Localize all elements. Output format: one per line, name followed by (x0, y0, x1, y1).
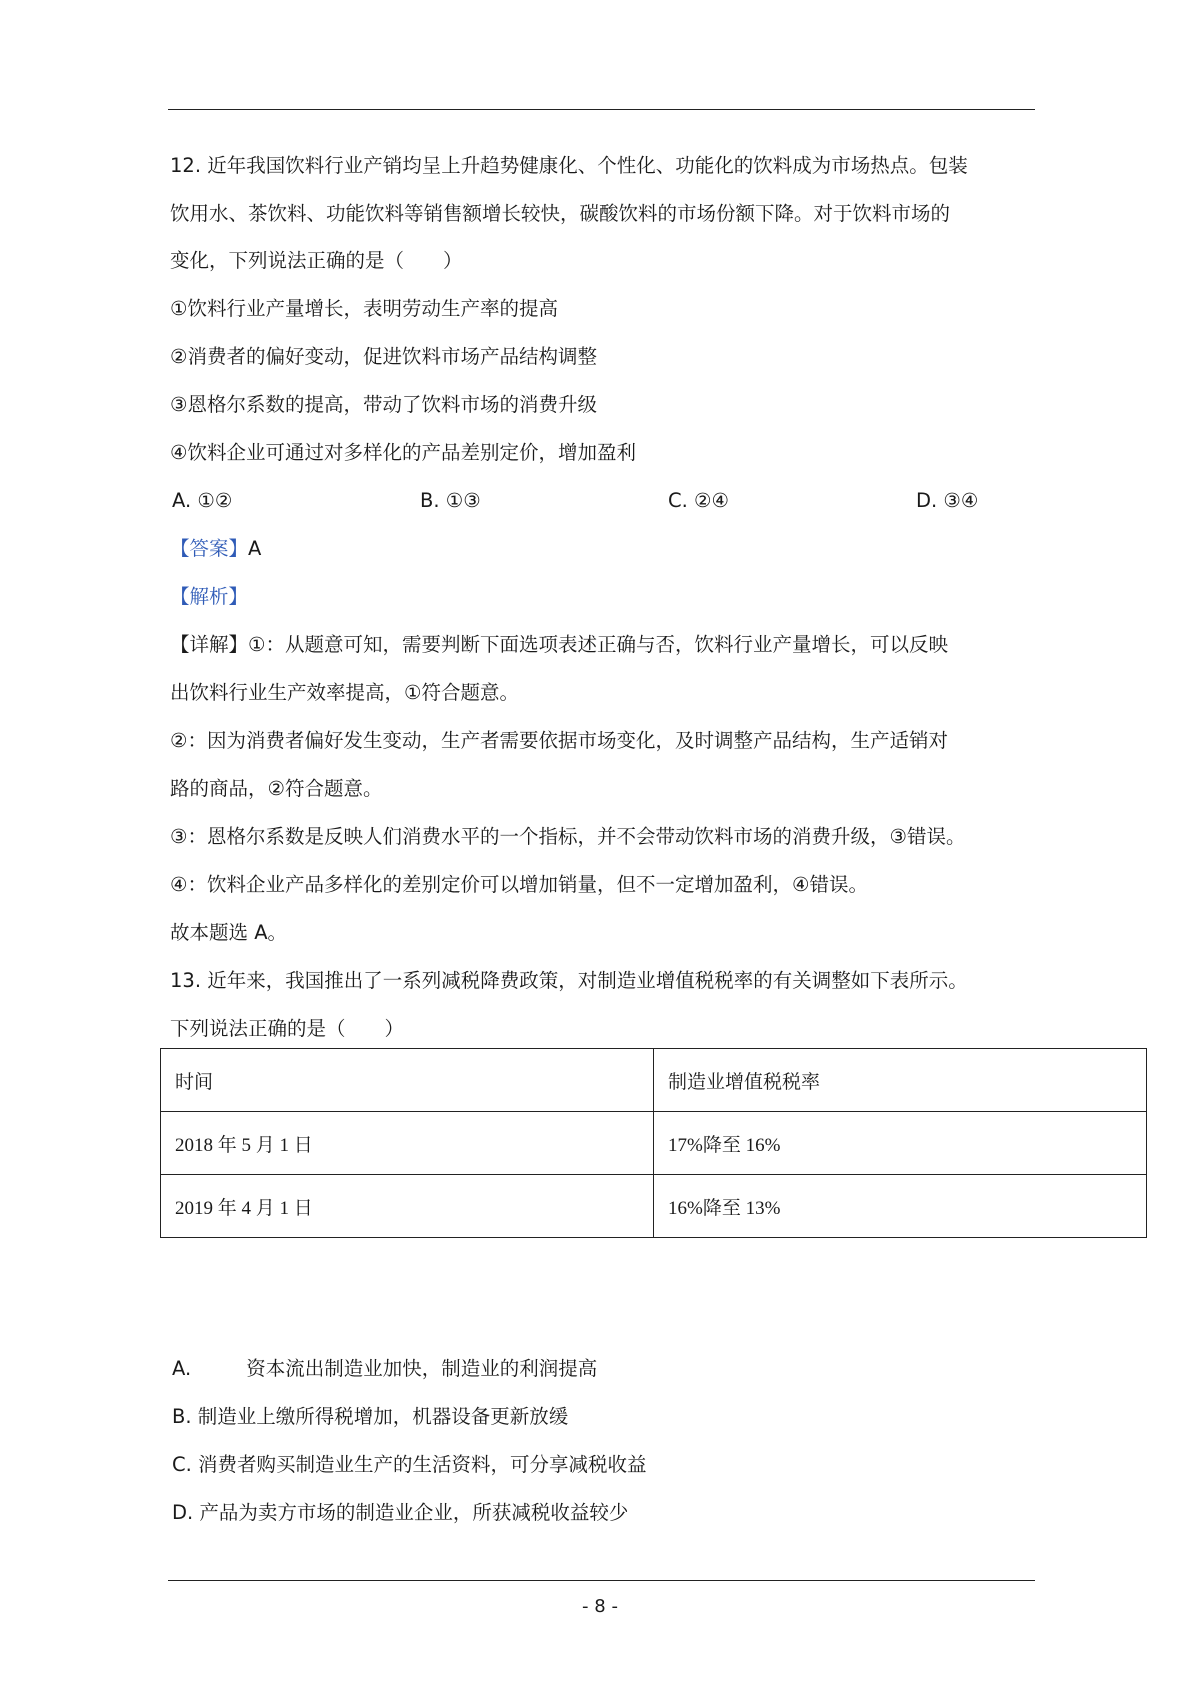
q12-statement-1: ①饮料行业产量增长，表明劳动生产率的提高 (170, 297, 558, 320)
q13-stem-line-1: 13. 近年来，我国推出了一系列减税降费政策，对制造业增值税税率的有关调整如下表所示。 (170, 969, 968, 992)
table-header-row (161, 1049, 1147, 1112)
q12-stem-line-2: 饮用水、茶饮料、功能饮料等销售额增长较快，碳酸饮料的市场份额下降。对于饮料市场的 (170, 202, 951, 225)
q12-option-b: B. ①③ (420, 489, 481, 512)
q12-detail-line-5: ③：恩格尔系数是反映人们消费水平的一个指标，并不会带动饮料市场的消费升级，③错误。 (170, 825, 966, 848)
table-cell-date: 2018 年 5 月 1 日 (161, 1112, 654, 1175)
q12-detail-line-2: 出饮料行业生产效率提高，①符合题意。 (170, 681, 519, 704)
tax-rate-table (160, 1048, 1147, 1238)
q13-option-d (172, 1499, 628, 1527)
table-cell-rate: 17%降至 16% (654, 1112, 1147, 1175)
analysis-label: 【解析】 (170, 585, 249, 608)
q12-detail-line-4: 路的商品，②符合题意。 (170, 777, 383, 800)
q12-statement-3: ③恩格尔系数的提高，带动了饮料市场的消费升级 (170, 393, 597, 416)
table-header-cell: 时间 (161, 1049, 654, 1112)
option-text: 资本流出制造业加快，制造业的利润提高 (246, 1357, 598, 1380)
table-header-cell: 制造业增值税税率 (654, 1049, 1147, 1112)
q12-detail-line-3: ②：因为消费者偏好发生变动，生产者需要依据市场变化，及时调整产品结构，生产适销对 (170, 729, 948, 752)
option-text: 消费者购买制造业生产的生活资料，可分享减税收益 (198, 1453, 647, 1476)
q13-stem-line-2: 下列说法正确的是（ ） (170, 1017, 405, 1040)
q12-detail-line-6: ④：饮料企业产品多样化的差别定价可以增加销量，但不一定增加盈利，④错误。 (170, 873, 868, 896)
table-row (161, 1175, 1147, 1238)
table-cell-rate: 16%降至 13% (654, 1175, 1147, 1238)
q12-detail-line-1: 【详解】①：从题意可知，需要判断下面选项表述正确与否，饮料行业产量增长，可以反映 (170, 633, 948, 656)
q13-option-b (172, 1403, 568, 1431)
footer-rule (168, 1580, 1035, 1581)
q12-option-c: C. ②④ (668, 489, 729, 512)
answer-value: A (248, 537, 262, 560)
q12-statement-4: ④饮料企业可通过对多样化的产品差别定价，增加盈利 (170, 441, 636, 464)
page-number: - 8 - (582, 1596, 618, 1617)
q13-option-c (172, 1451, 647, 1479)
option-letter: C. (172, 1453, 192, 1476)
q12-statement-2: ②消费者的偏好变动，促进饮料市场产品结构调整 (170, 345, 597, 368)
option-letter: A. (172, 1357, 192, 1380)
header-rule (168, 109, 1035, 110)
option-text: 产品为卖方市场的制造业企业，所获减税收益较少 (199, 1501, 629, 1524)
q12-analysis (170, 583, 248, 611)
option-letter: B. (172, 1405, 192, 1428)
q12-answer (170, 535, 261, 563)
q12-stem-line-3: 变化，下列说法正确的是（ ） (170, 249, 463, 272)
q13-option-a (172, 1355, 597, 1383)
q12-detail-line-7: 故本题选 A。 (170, 921, 288, 944)
table-cell-date: 2019 年 4 月 1 日 (161, 1175, 654, 1238)
answer-label: 【答案】 (170, 537, 249, 560)
option-text: 制造业上缴所得税增加，机器设备更新放缓 (197, 1405, 569, 1428)
q12-stem-line-1: 12. 近年我国饮料行业产销均呈上升趋势健康化、个性化、功能化的饮料成为市场热点。包装 (170, 154, 968, 177)
table-row (161, 1112, 1147, 1175)
q12-option-d: D. ③④ (916, 489, 979, 512)
option-letter: D. (172, 1501, 194, 1524)
q12-option-a: A. ①② (172, 489, 233, 512)
